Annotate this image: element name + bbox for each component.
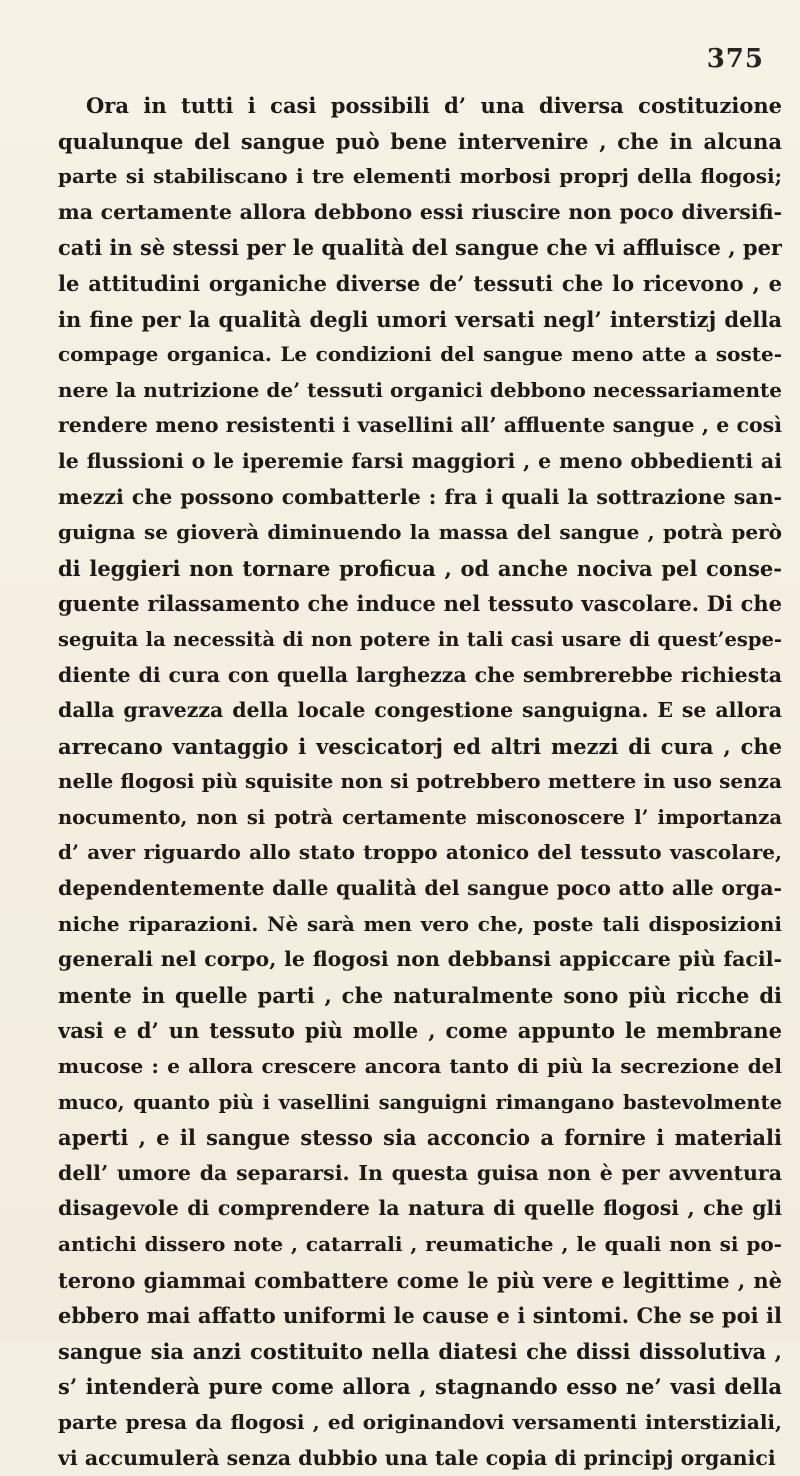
text-line: le flussioni o le iperemie farsi maggiori , e meno obbedienti ai xyxy=(58,448,782,473)
text-line: dalla gravezza della locale congestione sanguigna. E se allora xyxy=(58,698,782,723)
text-line: s’ intenderà pure come allora , stagnando esso ne’ vasi della xyxy=(58,1374,782,1400)
text-line: compage organica. Le condizioni del sangue meno atte a soste- xyxy=(58,342,782,367)
text-line: terono giammai combattere come le più vere e legittime , nè xyxy=(58,1267,782,1293)
text-line: qualunque del sangue può bene intervenire , che in alcuna xyxy=(58,128,782,154)
text-line: generali nel corpo, le flogosi non debbansi appiccare più facil- xyxy=(58,947,782,972)
text-line: niche riparazioni. Nè sarà men vero che, poste tali disposizioni xyxy=(58,911,782,936)
text-line: guente rilassamento che induce nel tessuto vascolare. Di che xyxy=(58,591,782,617)
text-line: rendere meno resistenti i vasellini all’ affluente sangue , e così xyxy=(58,413,782,438)
text-line: cati in sè stessi per le qualità del sangue che vi affluisce , per xyxy=(58,235,782,261)
text-line: dell’ umore da separarsi. In questa guisa non è per avventura xyxy=(58,1160,782,1185)
page-number: 375 xyxy=(706,44,764,74)
text-line: guigna se gioverà diminuendo la massa del sangue , potrà però xyxy=(58,520,782,545)
text-line: diente di cura con quella larghezza che sembrerebbe richiesta xyxy=(58,662,782,687)
text-line: nelle flogosi più squisite non si potrebbero mettere in uso senza xyxy=(58,769,782,794)
text-line: antichi dissero note , catarrali , reumatiche , le quali non si po- xyxy=(58,1232,782,1256)
text-line: nocumento, non si potrà certamente misconoscere l’ importanza xyxy=(58,805,782,829)
text-line: ma certamente allora debbono essi riuscire non poco diversifi- xyxy=(58,199,782,224)
text-line: Ora in tutti i casi possibili d’ una diversa costituzione xyxy=(86,93,782,118)
text-line: parte presa da flogosi , ed originandovi versamenti interstiziali, xyxy=(58,1409,782,1434)
text-line: vasi e d’ un tessuto più molle , come appunto le membrane xyxy=(58,1018,782,1044)
text-line: d’ aver riguardo allo stato troppo atonico del tessuto vascolare, xyxy=(58,840,782,865)
text-line: in fine per la qualità degli umori versati negl’ interstizj della xyxy=(58,306,782,332)
text-line: mezzi che possono combatterle : fra i quali la sottrazione san- xyxy=(58,484,782,509)
text-line: parte si stabiliscano i tre elementi morbosi proprj della flogosi; xyxy=(58,164,782,189)
body-text xyxy=(58,88,782,1476)
text-line: le attitudini organiche diverse de’ tessuti che lo ricevono , e xyxy=(58,270,782,296)
text-line: di leggieri non tornare proficua , od anche nociva pel conse- xyxy=(58,555,782,581)
text-line: disagevole di comprendere la natura di quelle flogosi , che gli xyxy=(58,1196,782,1221)
text-line: seguita la necessità di non potere in tali casi usare di quest’espe- xyxy=(58,627,782,651)
text-line: aperti , e il sangue stesso sia acconcio a fornire i materiali xyxy=(58,1125,782,1151)
text-line: muco, quanto più i vasellini sanguigni rimangano bastevolmente xyxy=(58,1090,782,1114)
text-line: dependentemente dalle qualità del sangue poco atto alle orga- xyxy=(58,876,782,901)
text-line: nere la nutrizione de’ tessuti organici debbono necessariamente xyxy=(58,377,782,402)
text-line: mucose : e allora crescere ancora tanto di più la secrezione del xyxy=(58,1054,782,1079)
text-line: mente in quelle parti , che naturalmente sono più ricche di xyxy=(58,982,782,1008)
text-line: ebbero mai affatto uniformi le cause e i sintomi. Che se poi il xyxy=(58,1303,782,1329)
text-line: sangue sia anzi costituito nella diatesi che dissi dissolutiva , xyxy=(58,1338,782,1364)
text-line: vi accumulerà senza dubbio una tale copia di principj organici xyxy=(58,1445,776,1470)
text-line: arrecano vantaggio i vescicatorj ed altri mezzi di cura , che xyxy=(58,733,782,759)
